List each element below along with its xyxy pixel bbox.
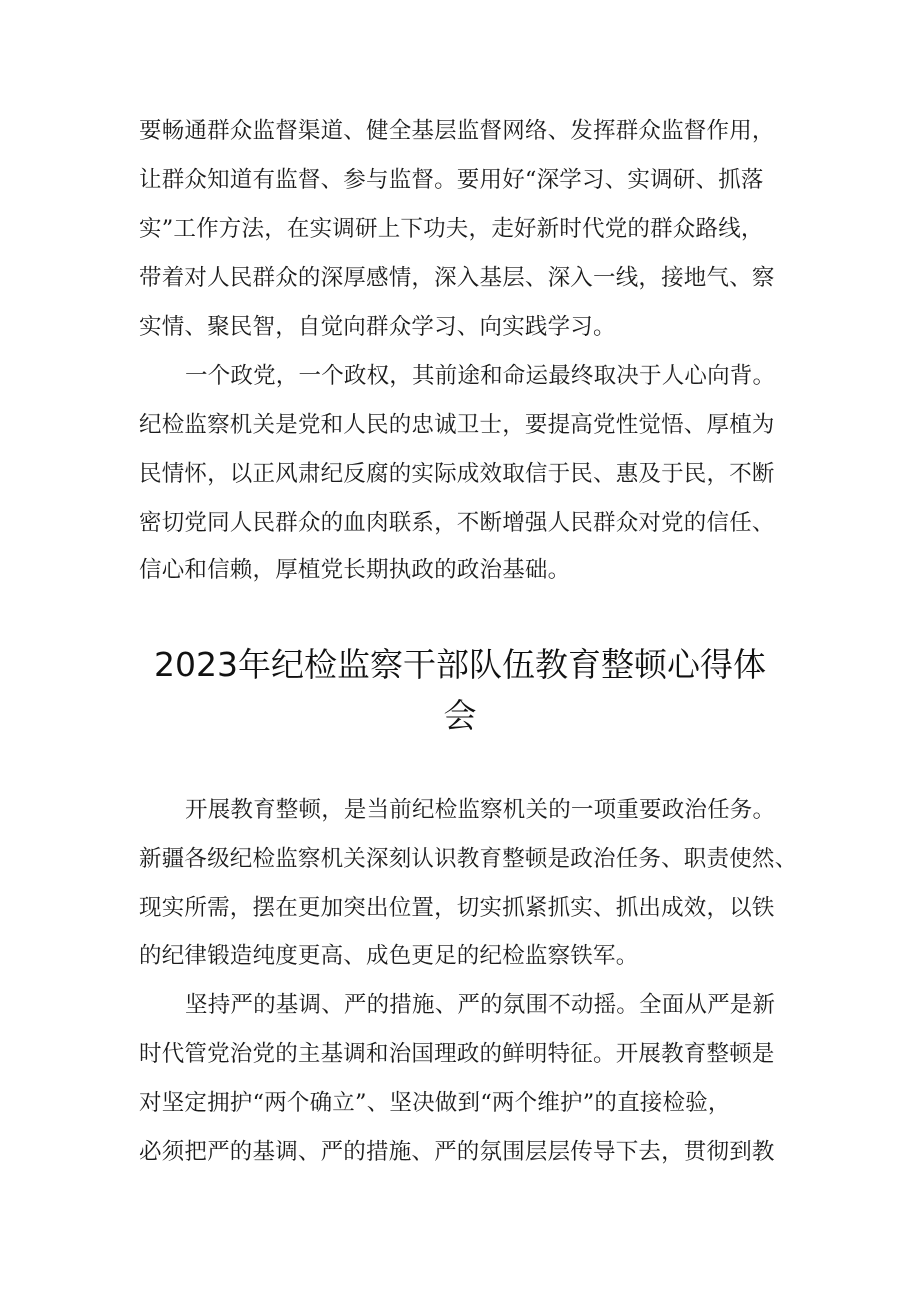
text-line: 现实所需，摆在更加突出位置，切实抓紧抓实、抓出成效，以铁 xyxy=(139,895,775,921)
text-line: 实”工作方法，在实调研上下功夫，走好新时代党的群众路线， xyxy=(139,216,764,242)
text-line: 新疆各级纪检监察机关深刻认识教育整顿是政治任务、职责使然、 xyxy=(139,846,798,872)
text-line: 一个政党，一个政权，其前途和命运最终取决于人心向背。 xyxy=(185,363,776,389)
title-line-1: 2023年纪检监察干部队伍教育整顿心得体 xyxy=(154,645,766,684)
text-line: 的纪律锻造纯度更高、成色更足的纪检监察铁军。 xyxy=(139,943,639,969)
text-line: 坚持严的基调、严的措施、严的氛围不动摇。全面从严是新 xyxy=(185,992,776,1018)
text-line: 时代管党治党的主基调和治国理政的鲜明特征。开展教育整顿是 xyxy=(139,1041,775,1067)
text-line: 密切党同人民群众的血肉联系，不断增强人民群众对党的信任、 xyxy=(139,510,775,536)
text-line: 让群众知道有监督、参与监督。要用好“深学习、实调研、抓落 xyxy=(139,167,764,193)
text-line: 对坚定拥护“两个确立”、坚决做到“两个维护”的直接检验， xyxy=(139,1090,731,1116)
text-line: 实情、聚民智，自觉向群众学习、向实践学习。 xyxy=(139,314,616,340)
text-line: 要畅通群众监督渠道、健全基层监督网络、发挥群众监督作用， xyxy=(139,118,775,144)
text-line: 民情怀，以正风肃纪反腐的实际成效取信于民、惠及于民，不断 xyxy=(139,461,775,487)
text-line: 纪检监察机关是党和人民的忠诚卫士，要提高党性觉悟、厚植为 xyxy=(139,412,775,438)
title-line-2: 会 xyxy=(443,696,477,735)
text-line: 带着对人民群众的深厚感情，深入基层、深入一线，接地气、察 xyxy=(139,265,775,291)
text-line: 必须把严的基调、严的措施、严的氛围层层传导下去，贯彻到教 xyxy=(139,1139,775,1165)
text-line: 开展教育整顿，是当前纪检监察机关的一项重要政治任务。 xyxy=(185,797,776,823)
text-line: 信心和信赖，厚植党长期执政的政治基础。 xyxy=(139,557,571,583)
